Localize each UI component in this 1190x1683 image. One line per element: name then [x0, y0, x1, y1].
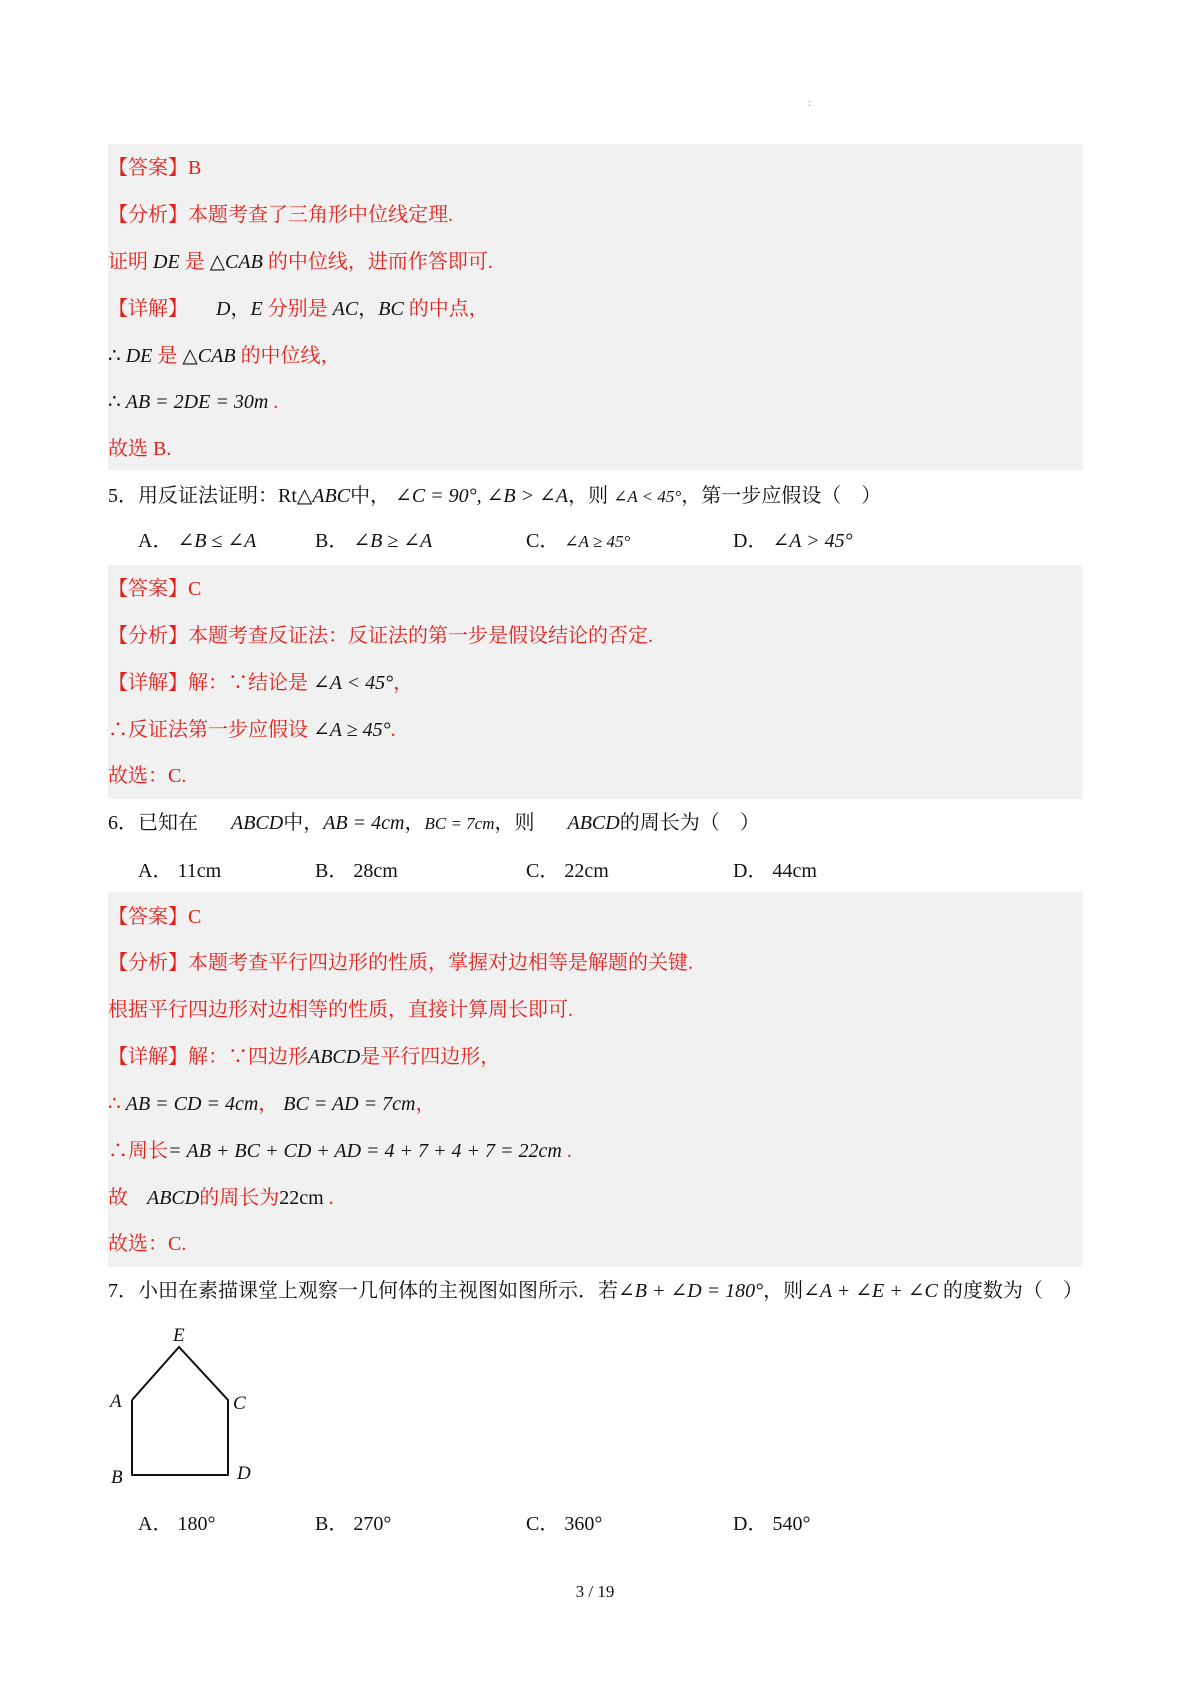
math: E	[250, 298, 263, 320]
q4-detail-line3	[108, 388, 278, 416]
math: ∠B + ∠D = 180°	[618, 1280, 764, 1302]
q7-options	[0, 1510, 1190, 1538]
text: ，第一步应假设（ ）	[681, 485, 882, 507]
q6-options	[0, 857, 1190, 885]
text: ∴反证法第一步应假设	[108, 719, 308, 741]
option-text: 11cm	[177, 860, 222, 882]
q6-answer	[108, 903, 201, 931]
q5-stem	[108, 482, 881, 510]
option-text: ∠A > 45°	[772, 530, 853, 552]
vertex-label-c: C	[233, 1393, 246, 1414]
vertex-label-a: A	[110, 1391, 122, 1412]
math: ∠A < 45°	[313, 672, 394, 694]
text: 的周长为（ ）	[619, 812, 760, 834]
text: ，	[258, 1093, 279, 1115]
text: Rt△	[278, 485, 313, 507]
option-text: ∠B ≤ ∠A	[177, 530, 257, 552]
analysis-text: 本题考查平行四边形的性质，掌握对边相等是解题的关键.	[188, 952, 693, 974]
option-text: 28cm	[353, 860, 398, 882]
analysis-label: 【分析】	[108, 952, 188, 974]
therefore-symbol: ∴	[108, 345, 121, 367]
math: ∠C = 90°, ∠B > ∠A	[395, 485, 569, 507]
option-d[interactable]	[733, 1510, 810, 1538]
detail-label: 【详解】	[108, 1046, 188, 1068]
math: ∠A < 45°	[613, 487, 682, 506]
q4-analysis	[108, 201, 453, 229]
q5-detail-line1	[108, 669, 413, 697]
question-number: 5．	[108, 485, 138, 507]
q4-detail-line2	[108, 342, 341, 370]
q4-analysis-line2	[108, 248, 493, 276]
text: 已知在	[138, 812, 198, 834]
answer-label: 【答案】	[108, 578, 188, 600]
text: 解：∵结论是	[188, 672, 308, 694]
text: ，	[358, 298, 379, 320]
math: D	[216, 298, 231, 320]
math: ABCD	[147, 1187, 200, 1209]
math: AC	[332, 298, 359, 320]
detail-label: 【详解】	[108, 672, 188, 694]
option-c[interactable]	[526, 857, 609, 885]
option-b[interactable]	[315, 857, 398, 885]
math: BC	[378, 298, 404, 320]
option-label: B．	[315, 530, 349, 552]
q6-detail-line3	[108, 1137, 572, 1165]
math: 22cm	[279, 1187, 324, 1209]
text: 的中位线，进而作答即可.	[267, 251, 493, 273]
analysis-label: 【分析】	[108, 204, 188, 226]
q5-answer	[108, 575, 201, 603]
math: △CAB	[182, 345, 236, 367]
math: AB = 4cm	[323, 812, 405, 834]
question-number: 7．	[108, 1280, 138, 1302]
option-text: 22cm	[564, 860, 609, 882]
option-d[interactable]	[733, 857, 817, 885]
math: △CAB	[209, 251, 263, 273]
option-text: ∠B ≥ ∠A	[353, 530, 433, 552]
math: AB = 2DE = 30m	[125, 391, 269, 413]
option-label: A．	[138, 1513, 173, 1535]
answer-label: 【答案】	[108, 906, 188, 928]
option-label: A．	[138, 860, 173, 882]
q4-conclusion: 故选 B.	[108, 438, 172, 460]
text: 的中位线，	[240, 345, 341, 367]
question-number: 6．	[108, 812, 138, 834]
option-text: ∠A ≥ 45°	[564, 532, 631, 551]
pentagon-diagram	[100, 1320, 280, 1500]
option-label: C．	[526, 530, 560, 552]
math: BC = 7cm	[424, 814, 495, 833]
text: ，则	[568, 485, 609, 507]
page-number: 3 / 19	[575, 1582, 615, 1601]
q4-detail-line1	[108, 295, 489, 323]
analysis-text: 本题考查反证法：反证法的第一步是假设结论的否定.	[188, 625, 653, 647]
vertex-label-e: E	[173, 1325, 185, 1346]
option-a[interactable]	[138, 857, 221, 885]
option-text: 270°	[353, 1513, 392, 1535]
text: 中，	[350, 485, 391, 507]
text: 分别是	[267, 298, 328, 320]
math: ABCD	[308, 1046, 361, 1068]
text: 解：∵四边形	[188, 1046, 308, 1068]
math: DE	[153, 251, 180, 273]
option-label: B．	[315, 1513, 349, 1535]
pentagon-figure	[100, 1320, 280, 1500]
text: 是	[184, 251, 205, 273]
answer-value: B	[188, 157, 202, 179]
text: 是	[157, 345, 178, 367]
text: 中，	[283, 812, 324, 834]
math: ∠A + ∠E + ∠C	[803, 1280, 938, 1302]
text: .	[390, 719, 396, 741]
q6-detail-line4	[108, 1184, 334, 1212]
math: ABC	[312, 485, 351, 507]
q6-analysis	[108, 949, 693, 977]
option-a[interactable]	[138, 527, 256, 555]
vertex-label-b: B	[111, 1467, 123, 1488]
text: ，	[393, 672, 414, 694]
answer-value: C	[188, 906, 202, 928]
text: ∴周长	[108, 1140, 168, 1162]
therefore-symbol: ∴	[108, 1093, 121, 1115]
option-d[interactable]	[733, 527, 853, 555]
analysis-text: 本题考查了三角形中位线定理.	[188, 204, 453, 226]
option-a[interactable]	[138, 1510, 215, 1538]
option-b[interactable]	[315, 1510, 391, 1538]
text: ，则	[763, 1280, 804, 1302]
text: 证明	[108, 251, 148, 273]
text: .	[273, 391, 279, 413]
math: ABCD	[567, 812, 620, 834]
text: ，	[230, 298, 251, 320]
option-c[interactable]	[526, 527, 630, 556]
q6-detail-line1	[108, 1043, 500, 1071]
option-label: D．	[733, 530, 768, 552]
answer-value: C	[188, 578, 202, 600]
text: 用反证法证明：	[138, 485, 278, 507]
text: 的度数为（ ）	[942, 1280, 1083, 1302]
math: AB = CD = 4cm	[125, 1093, 259, 1115]
header-mark: :	[808, 97, 812, 109]
text: 的周长为	[199, 1187, 280, 1209]
option-c[interactable]	[526, 1510, 602, 1538]
option-label: B．	[315, 860, 349, 882]
option-text: 44cm	[772, 860, 817, 882]
text: 小田在素描课堂上观察一几何体的主视图如图所示．若	[138, 1280, 618, 1302]
math: = AB + BC + CD + AD = 4 + 7 + 4 + 7 = 22cm	[168, 1140, 562, 1162]
text: .	[566, 1140, 572, 1162]
option-label: D．	[733, 1513, 768, 1535]
text: .	[328, 1187, 334, 1209]
q5-conclusion: 故选：C.	[108, 765, 187, 787]
q6-stem	[108, 809, 760, 837]
q5-detail-line2	[108, 716, 396, 744]
q7-stem	[108, 1277, 1083, 1305]
analysis-label: 【分析】	[108, 625, 188, 647]
math: ABCD	[231, 812, 284, 834]
option-label: C．	[526, 860, 560, 882]
answer-label: 【答案】	[108, 157, 188, 179]
option-text: 180°	[177, 1513, 216, 1535]
math: ∠A ≥ 45°	[313, 719, 391, 741]
text: 故	[108, 1187, 128, 1209]
text: 的中点，	[408, 298, 489, 320]
q5-options	[0, 527, 1190, 555]
therefore-symbol: ∴	[108, 391, 121, 413]
option-label: D．	[733, 860, 768, 882]
detail-label: 【详解】	[108, 298, 188, 320]
option-b[interactable]	[315, 527, 432, 555]
q6-conclusion: 故选：C.	[108, 1233, 187, 1255]
math: DE	[125, 345, 153, 367]
q5-analysis	[108, 622, 653, 650]
q6-analysis-line2: 根据平行四边形对边相等的性质，直接计算周长即可.	[108, 999, 573, 1021]
text: ，则	[494, 812, 535, 834]
option-text: 540°	[772, 1513, 811, 1535]
math: BC = AD = 7cm	[283, 1093, 416, 1115]
option-text: 360°	[564, 1513, 603, 1535]
option-label: C．	[526, 1513, 560, 1535]
text: ，	[415, 1093, 436, 1115]
text: 是平行四边形，	[360, 1046, 501, 1068]
q4-answer	[108, 154, 201, 182]
text: ，	[404, 812, 425, 834]
option-label: A．	[138, 530, 173, 552]
vertex-label-d: D	[237, 1463, 251, 1484]
q6-detail-line2	[108, 1090, 435, 1118]
